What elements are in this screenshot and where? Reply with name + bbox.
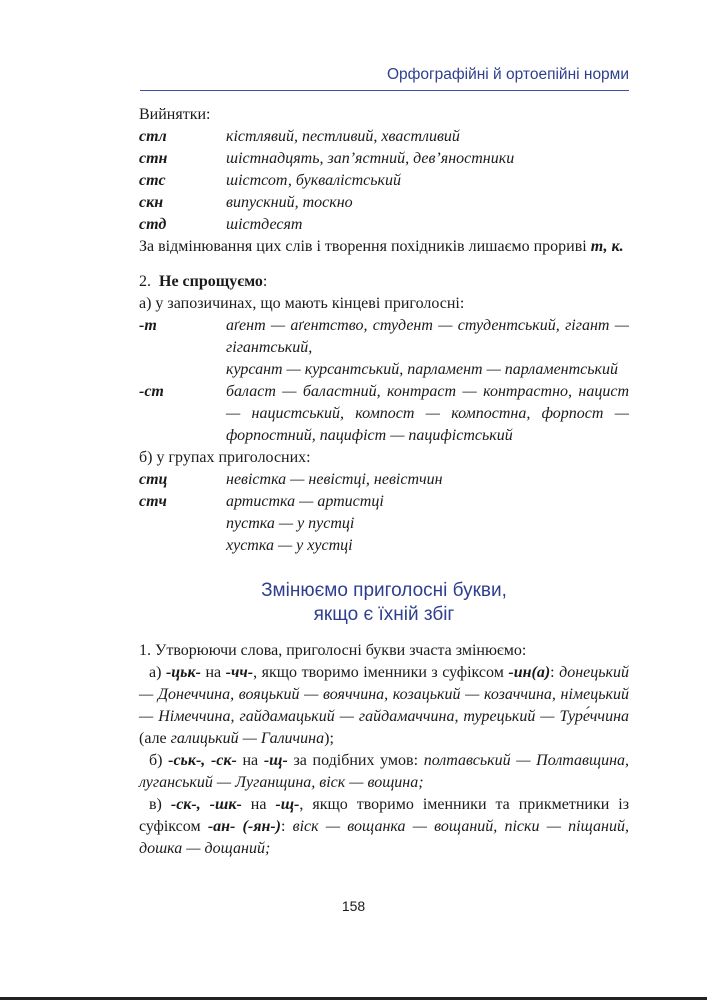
cluster-row-cont [139,535,629,557]
rule-a-paren-open: (але [139,730,171,747]
cluster-key: стц [139,471,168,488]
rule-c-examples: віск — вощанка — вощаний, піски — піщаний, дошка — дощаний; [139,818,629,857]
rule-a [139,662,629,750]
loanword-row [139,315,629,359]
cluster-row-cont [139,513,629,535]
rule-b-examples: полтавський — Полтавщина, луганський — Луганщина, віск — вощина; [139,752,630,791]
rule-b [139,750,629,794]
loanword-examples: аґент — аґентство, студент — студентський, гігант — гігантський, [226,317,629,356]
running-header: Орфографійні й ортоепійні норми [140,66,629,91]
rule-c-to: -щ- [275,796,300,813]
rule-c-from: -ск-, -шк- [170,796,242,813]
exception-row [139,192,629,214]
point2-title: Не спрощуємо [159,273,263,290]
section-title-line1: Змінюємо приголосні букви, [261,580,507,601]
rule-b-to: -щ- [263,752,288,769]
rule-b-on: на [242,752,259,769]
exception-row [139,214,629,236]
rule-c-label: в) [149,796,162,813]
rule-a-paren-example: галицький — Галичина [170,730,325,747]
exception-row [139,148,629,170]
rule-c-colon: : [281,818,286,835]
section-title-line2: якщо є їхній збіг [313,604,455,625]
exception-key: стс [139,172,166,189]
loanword-row-cont [139,359,629,381]
point1-intro: 1. Утворюючи слова, приголосні букви зчаста змінюємо: [139,642,527,659]
rule-a-from: -цьк- [165,664,201,681]
exceptions-note-letters: т, к. [590,238,624,255]
rule-c-suffix: -ан- (-ян-) [207,818,281,835]
exception-words: шістнадцять, зап’ястний, дев’яностники [226,150,515,167]
exception-key: стд [139,216,167,233]
exception-words: випускний, тоскно [226,194,353,211]
cluster-examples: невістка — невістці, невістчин [226,471,443,488]
point2-sub-b: б) у групах приголосних: [139,449,311,466]
exceptions-note-text: За відмінювання цих слів і творення похідників лишаємо прориві [139,238,591,255]
exception-key: скн [139,194,164,211]
exception-words: шістсот, буквалістський [226,172,402,189]
rule-a-on: на [205,664,222,681]
loanword-key: -т [139,317,157,334]
cluster-examples: хустка — у хустці [226,537,353,554]
point2-sub-a: а) у запозичинах, що мають кінцеві приголосні: [139,295,465,312]
cluster-examples: артистка — артистці [226,493,384,510]
exception-words: кістлявий, пестливий, хвастливий [226,128,460,145]
cluster-row [139,491,629,513]
page-number: 158 [341,898,366,914]
loanword-row [139,381,629,447]
cluster-row [139,469,629,491]
page-content [139,104,629,860]
exception-row [139,170,629,192]
cluster-examples: пустка — у пустці [226,515,355,532]
rule-a-label: а) [149,664,162,681]
rule-a-text: , якщо творимо іменники з суфіксом [253,664,509,681]
exception-key: стл [139,128,167,145]
rule-a-suffix: -ин(а) [508,664,551,681]
cluster-key: стч [139,493,167,510]
rule-b-label: б) [149,752,163,769]
exceptions-note [139,236,629,258]
loanword-examples: баласт — баластний, контраст — контрастно, нацист — нацистський, компост — компостна, форпост — форпостний, пацифіст — пацифістський [226,383,629,444]
rule-a-colon: : [550,664,555,681]
rule-b-text: за подібних умов: [287,752,424,769]
rule-c-text: , якщо творимо іменники та прикметники із суфіксом [139,796,630,835]
point2-number: 2. [139,273,151,290]
loanword-key: -ст [139,383,164,400]
rule-a-to: -чч- [225,664,254,681]
point2-colon: : [262,273,268,290]
exception-words: шістдесят [226,216,303,233]
exceptions-heading: Вийнятки: [139,106,211,123]
rule-a-examples: донецький — Донеччина, вояцький — вояччина, козацький — козаччина, німецький — Німеччина, гайдамацький — гайдамаччина, турецький — Туре́ччина [139,664,630,725]
rule-a-paren-close: ); [324,730,334,747]
rule-c-on: на [250,796,267,813]
exception-row [139,126,629,148]
exception-key: стн [139,150,168,167]
loanword-examples: курсант — курсантський, парламент — парламентський [226,361,619,378]
rule-c [139,794,629,860]
point2-heading [139,271,629,293]
rule-b-from: -ськ-, -ск- [168,752,237,769]
